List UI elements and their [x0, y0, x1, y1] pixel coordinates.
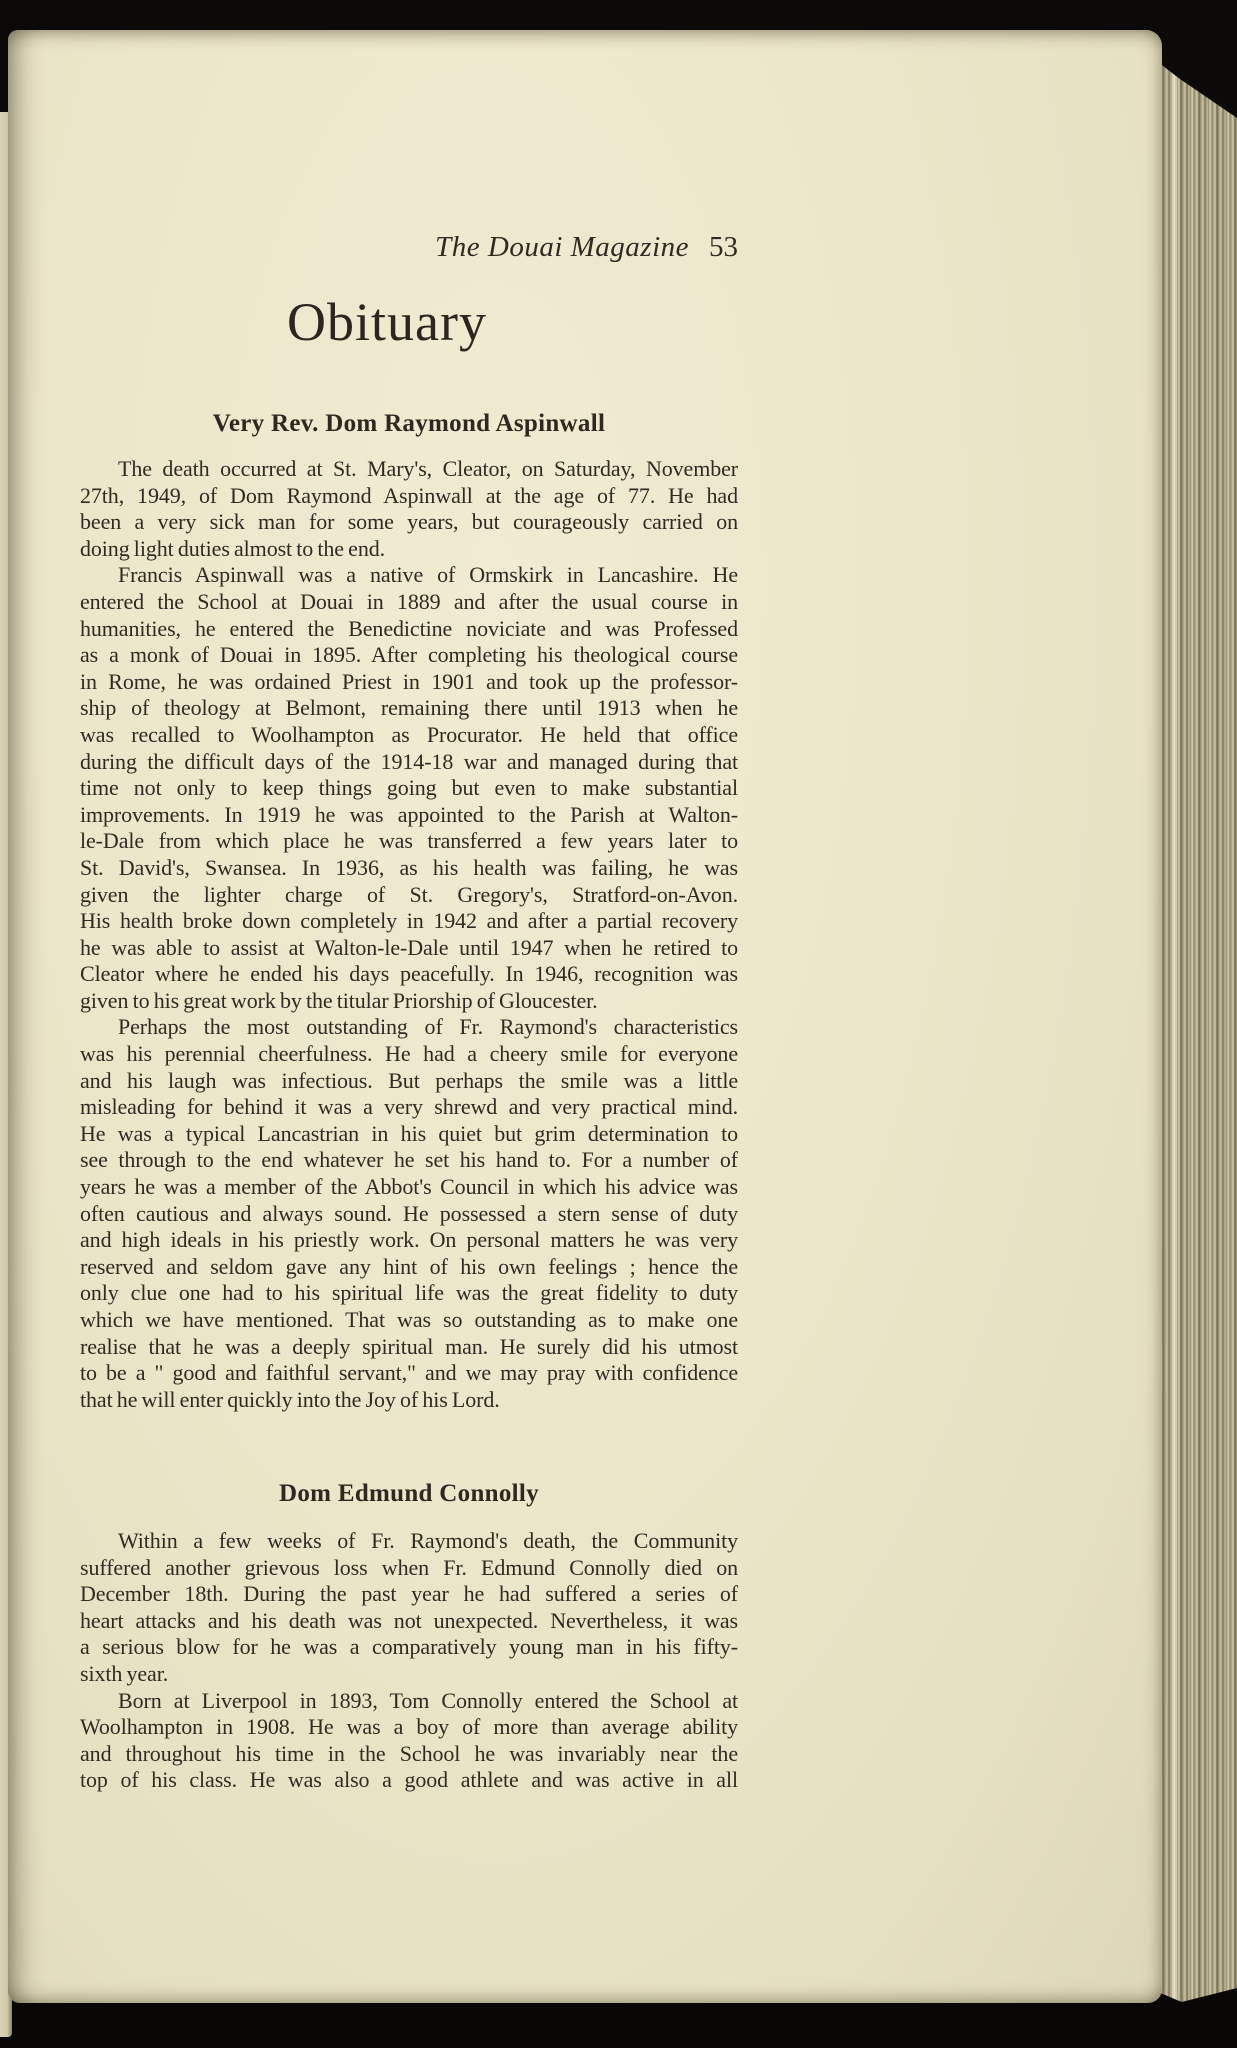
text-line: suffered another grievous loss when Fr. Edmund Connolly died on — [80, 1554, 738, 1580]
text-line: been a very sick man for some years, but courageously carried on — [80, 509, 738, 535]
text-line: often cautious and always sound. He possessed a stern sense of duty — [80, 1200, 738, 1226]
text-line: and throughout his time in the School he was invariably near the — [80, 1740, 738, 1766]
text-line: a serious blow for he was a comparatively young man in his fifty- — [80, 1634, 738, 1660]
text-line: Francis Aspinwall was a native of Ormskirk in Lancashire. He — [118, 562, 738, 588]
page-title: Obituary — [287, 292, 487, 352]
text-line: His health broke down completely in 1942 and after a partial recovery — [80, 908, 738, 934]
text-line: given to his great work by the titular Priorship of Gloucester. — [80, 987, 598, 1013]
text-line: was recalled to Woolhampton as Procurator. He held that office — [80, 721, 738, 747]
page-number: 53 — [709, 231, 738, 263]
text-line: he was able to assist at Walton-le-Dale until 1947 when he retired to — [80, 934, 738, 960]
text-line: and high ideals in his priestly work. On personal matters he was very — [80, 1227, 738, 1253]
text-line: that he will enter quickly into the Joy of his Lord. — [80, 1386, 500, 1412]
obituary-heading-connolly: Dom Edmund Connolly — [279, 1480, 539, 1507]
text-line: Cleator where he ended his days peacefully. In 1946, recognition was — [80, 961, 738, 987]
text-line: see through to the end whatever he set his hand to. For a number of — [80, 1147, 738, 1173]
text-line: heart attacks and his death was not unexpected. Nevertheless, it was — [80, 1607, 738, 1633]
text-line: The death occurred at St. Mary's, Cleator, on Saturday, November — [118, 456, 738, 481]
text-line: 27th, 1949, of Dom Raymond Aspinwall at the age of 77. He had — [80, 482, 738, 508]
text-line: top of his class. He was also a good athlete and was active in all — [80, 1767, 738, 1793]
text-line: Within a few weeks of Fr. Raymond's death, the Community — [118, 1528, 738, 1553]
text-line: sixth year. — [80, 1660, 169, 1686]
text-line: years he was a member of the Abbot's Council in which his advice was — [80, 1174, 738, 1200]
book-page-edges — [1158, 0, 1237, 2048]
text-line: only clue one had to his spiritual life was the great fidelity to duty — [80, 1280, 738, 1306]
obituary-heading-aspinwall: Very Rev. Dom Raymond Aspinwall — [212, 410, 606, 437]
text-line: ship of theology at Belmont, remaining there until 1913 when he — [80, 695, 738, 721]
text-line: doing light duties almost to the end. — [80, 535, 386, 561]
text-line: Born at Liverpool in 1893, Tom Connolly entered the School at — [118, 1687, 738, 1713]
text-line: December 18th. During the past year he had suffered a series of — [80, 1581, 738, 1607]
text-line: which we have mentioned. That was so outstanding as to make one — [80, 1307, 738, 1332]
obituary-text-connolly — [80, 1528, 738, 1794]
text-line: realise that he was a deeply spiritual man. He surely did his utmost — [80, 1333, 738, 1359]
text-line: given the lighter charge of St. Gregory's, Stratford-on-Avon. — [80, 881, 738, 907]
text-line: misleading for behind it was a very shrewd and very practical mind. — [80, 1094, 738, 1120]
text-line: humanities, he entered the Benedictine noviciate and was Professed — [80, 615, 738, 641]
text-line: le-Dale from which place he was transferred a few years later to — [80, 828, 738, 854]
text-line: improvements. In 1919 he was appointed to the Parish at Walton- — [80, 801, 738, 827]
text-line: during the difficult days of the 1914-18 war and managed during that — [80, 748, 738, 774]
running-header — [80, 230, 738, 264]
text-line: in Rome, he was ordained Priest in 1901 and took up the professor- — [80, 668, 738, 694]
text-line: to be a " good and faithful servant," and we may pray with confidence — [80, 1360, 738, 1386]
text-line: He was a typical Lancastrian in his quiet but grim determination to — [80, 1120, 738, 1146]
text-line: as a monk of Douai in 1895. After completing his theological course — [80, 642, 738, 668]
text-line: Woolhampton in 1908. He was a boy of more than average ability — [80, 1714, 738, 1740]
magazine-title: The Douai Magazine — [435, 231, 689, 263]
text-line: was his perennial cheerfulness. He had a cheery smile for everyone — [80, 1041, 738, 1067]
magazine-page — [8, 30, 1162, 2003]
obituary-text-aspinwall — [80, 456, 738, 1413]
text-line: entered the School at Douai in 1889 and after the usual course in — [80, 588, 738, 614]
text-line: St. David's, Swansea. In 1936, as his health was failing, he was — [80, 854, 738, 880]
text-line: and his laugh was infectious. But perhaps the smile was a little — [80, 1067, 738, 1093]
text-line: Perhaps the most outstanding of Fr. Raymond's characteristics — [118, 1014, 738, 1040]
text-line: reserved and seldom gave any hint of his own feelings ; hence the — [80, 1253, 738, 1279]
text-line: time not only to keep things going but even to make substantial — [80, 775, 738, 801]
